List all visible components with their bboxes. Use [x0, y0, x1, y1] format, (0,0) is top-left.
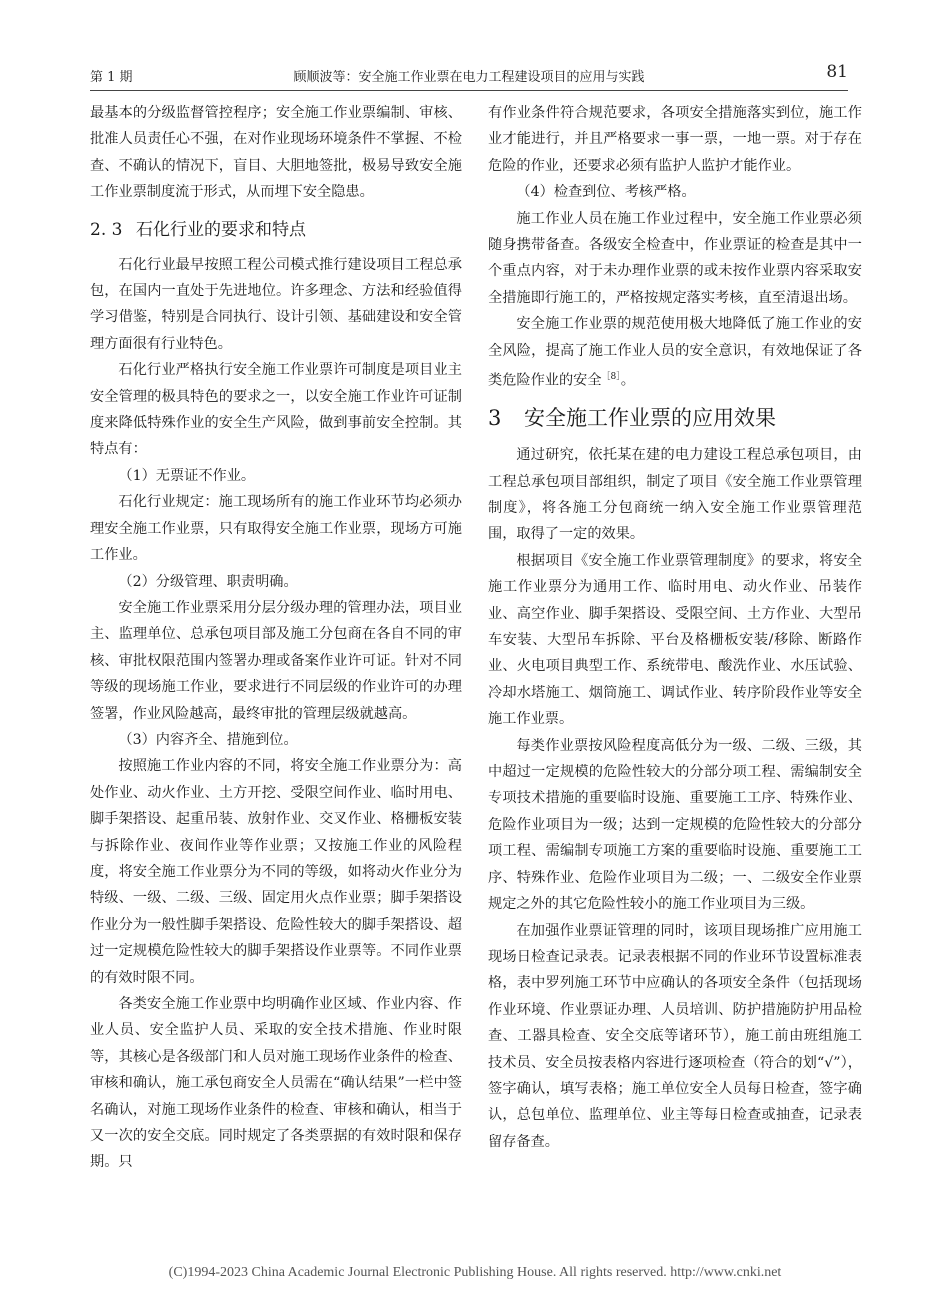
paragraph: 通过研究，依托某在建的电力建设工程总承包项目，由工程总承包项目部组织，制定了项目《安全施工作业票管理制度》，将各施工分包商统一纳入安全施工作业票管理范围，取得了一定的效果。 [488, 447, 862, 543]
paragraph: 石化行业最早按照工程公司模式推行建设项目工程总承包，在国内一直处于先进地位。许多理念、方法和经验值得学习借鉴，特别是合同执行、设计引领、基础建设和安全管理方面很有行业特色。 [90, 256, 462, 352]
section-number: 2. 3 [90, 219, 123, 240]
copyright-footer: (C)1994-2023 China Academic Journal Electronic Publishing House. All rights reserved. http://www.cnki.net [168, 1265, 782, 1280]
page-number: 81 [826, 62, 848, 82]
paragraph: 石化行业规定：施工现场所有的施工作业环节均必须办理安全施工作业票，只有取得安全施工作业票，现场方可施工作业。 [90, 494, 462, 564]
section-number: 3 [488, 406, 502, 431]
section-title: 安全施工作业票的应用效果 [524, 406, 776, 431]
section-2-3-heading [90, 216, 462, 244]
paragraph: 每类作业票按风险程度高低分为一级、二级、三级，其中超过一定规模的危险性较大的分部分项工程、需编制安全专项技术措施的重要临时设施、重要施工工序、特殊作业、危险作业项目为一级；达到一定规模的危险性较大的分部分项工程、需编制专项施工方案的重要临时设施、重要施工工序、特殊作业、危险作业项目为二级；一、二级安全作业票规定之外的其它危险性较小的施工作业项目为三级。 [488, 737, 862, 913]
paragraph-end: 。 [620, 372, 635, 389]
list-item-heading: （2）分级管理、职责明确。 [118, 573, 298, 590]
citation-ref-8[interactable]: ［8］ [601, 372, 621, 383]
paragraph: 在加强作业票证管理的同时，该项目现场推广应用施工现场日检查记录表。记录表根据不同的作业环节设置标准表格，表中罗列施工环节中应确认的各项安全条件（包括现场作业环境、作业票证办理、人员培训、防护措施防护用品检查、工器具检查、安全交底等诸环节），施工前由班组施工技术员、安全员按表格内容进行逐项检查（符合的划“√”），签字确认，填写表格；施工单位安全人员每日检查，签字确认，总包单位、监理单位、业主等每日检查或抽查，记录表留存备查。 [488, 922, 862, 1150]
paragraph: 根据项目《安全施工作业票管理制度》的要求，将安全施工作业票分为通用工作、临时用电、动火作业、吊装作业、高空作业、脚手架搭设、受限空间、土方作业、大型吊车安装、大型吊车拆除、平台及格栅板安装/移除、断路作业、火电项目典型工作、系统带电、酸洗作业、水压试验、冷却水塔施工、烟筒施工、调试作业、转序阶段作业等安全施工作业票。 [488, 552, 862, 728]
paragraph: 按照施工作业内容的不同，将安全施工作业票分为：高处作业、动火作业、土方开挖、受限空间作业、临时用电、脚手架搭设、起重吊装、放射作业、交叉作业、格栅板安装与拆除作业、夜间作业等作业票；又按施工作业的风险程度，将安全施工作业票分为不同的等级，如将动火作业分为特级、一级、二级、三级、固定用火点作业票；脚手架搭设作业分为一般性脚手架搭设、危险性较大的脚手架搭设、超过一定规模危险性较大的脚手架搭设作业票等。不同作业票的有效时限不同。 [90, 758, 462, 986]
running-header [90, 62, 848, 86]
header-rule [90, 90, 848, 91]
issue-label: 第 1 期 [90, 70, 133, 85]
list-item-heading: （1）无票证不作业。 [118, 467, 256, 484]
paragraph-continued: 最基本的分级监督管控程序；安全施工作业票编制、审核、批准人员责任心不强，在对作业现场环境条件不掌握、不检查、不确认的情况下，盲目、大胆地签批，极易导致安全施工作业票制度流于形式，从而埋下安全隐患。 [90, 105, 462, 201]
paragraph: 各类安全施工作业票中均明确作业区域、作业内容、作业人员、安全监护人员、采取的安全技术措施、作业时限等，其核心是各级部门和人员对施工现场作业条件的检查、审核和确认，施工承包商安全人员需在“确认结果”一栏中签名确认，对施工现场作业条件的检查、审核和确认，相当于又一次的安全交底。同时规定了各类票据的有效时限和保存期。只 [90, 996, 462, 1171]
paragraph-continued: 有作业条件符合规范要求，各项安全措施落实到位，施工作业才能进行，并且严格要求一事一票，一地一票。对于存在危险的作业，还要求必须有监护人监护才能作业。 [488, 105, 862, 174]
running-title: 顾顺波等：安全施工作业票在电力工程建设项目的应用与实践 [293, 70, 645, 85]
paragraph-text: 安全施工作业票的规范使用极大地降低了施工作业的安全风险，提高了施工作业人员的安全意识，有效地保证了各类危险作业的安全 [488, 316, 862, 389]
paragraph-with-citation [488, 311, 862, 394]
list-item-heading: （3）内容齐全、措施到位。 [118, 731, 298, 748]
section-title: 石化行业的要求和特点 [136, 219, 306, 240]
paragraph: 安全施工作业票采用分层分级办理的管理办法，项目业主、监理单位、总承包项目部及施工分包商在各自不同的审核、审批权限范围内签署办理或备案作业许可证。针对不同等级的现场施工作业，要求进行不同层级的作业许可的办理签署，作业风险越高，最终审批的管理层级就越高。 [90, 599, 462, 722]
left-column [90, 100, 462, 1176]
paragraph: 施工作业人员在施工作业过程中，安全施工作业票必须随身携带备查。各级安全检查中，作业票证的检查是其中一个重点内容，对于未办理作业票的或未按作业票内容采取安全措施即行施工的，严格按规定落实考核，直至清退出场。 [488, 210, 862, 306]
paragraph: 石化行业严格执行安全施工作业票许可制度是项目业主安全管理的极具特色的要求之一，以安全施工作业许可证制度来降低特殊作业的安全生产风险，做到事前安全控制。其特点有： [90, 362, 462, 458]
right-column [488, 100, 862, 1155]
list-item-heading: （4）检查到位、考核严格。 [516, 184, 696, 201]
section-3-heading [488, 402, 862, 434]
